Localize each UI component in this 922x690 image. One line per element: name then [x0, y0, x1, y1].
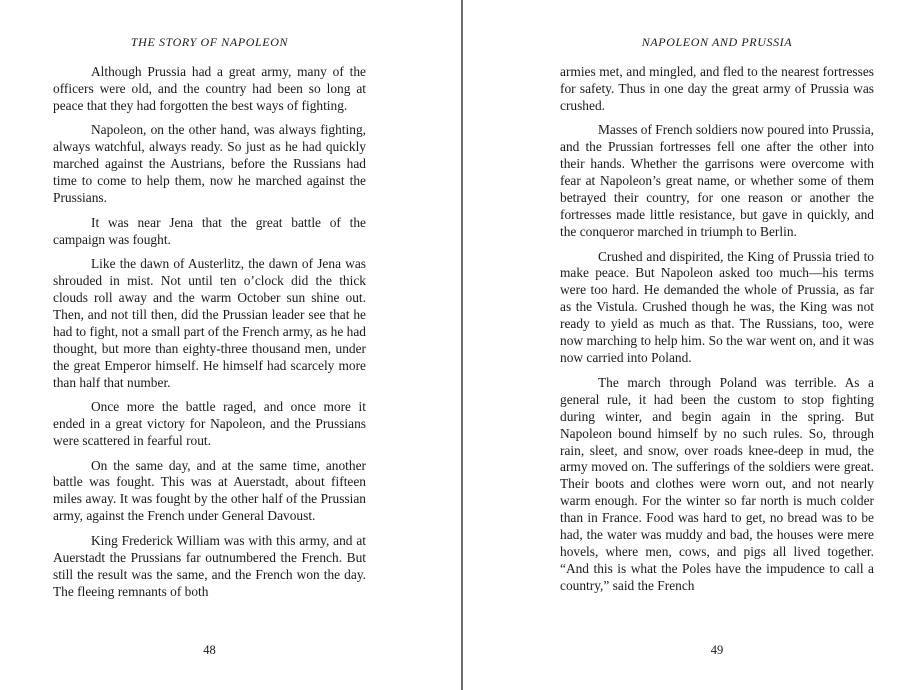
- paragraph: Once more the battle raged, and once more it ended in a great victory for Napoleon, and the Prussians were scattered in fearful rout.: [53, 399, 366, 449]
- page-gutter-divider: [461, 0, 463, 690]
- paragraph: It was near Jena that the great battle of the campaign was fought.: [53, 214, 366, 247]
- paragraph: Crushed and dispirited, the King of Prussia tried to make peace. But Napoleon asked too much—his terms were too hard. He demanded the whole of Prussia, as far as the Vistula. Crushed though he was, the King was not ready to yield as much as that. The Russians, too, were now marching to help him. So the war went on, and it was now carried into Poland.: [560, 248, 874, 366]
- paragraph: Masses of French soldiers now poured into Prussia, and the Prussian fortresses fell one after the other into their hands. Whether the garrisons were overcome with fear at Napoleon’s great name, or whether some of them betrayed their country, for one reason or another the fortresses made little resistance, but gave in quickly, and the conqueror marched in triumph to Berlin.: [560, 122, 874, 240]
- paragraph: The march through Poland was terrible. As a general rule, it had been the custom to stop fighting during winter, and begin again in the spring. But Napoleon bound himself by no such rules. So, through rain, sleet, and snow, over roads knee-deep in mud, the army moved on. The sufferings of the soldiers were great. Their boots and clothes were worn out, and not nearly warm enough. For the winter so far north is much colder than in France. Food was hard to get, no bread was to be had, the water was muddy and bad, the houses were mere hovels, where men, cows, and pigs all lived together. “And this is what the Poles have the impudence to call a country,” said the French: [560, 374, 874, 594]
- paragraph: King Frederick William was with this army, and at Auerstadt the Prussians far outnumbered the French. But still the result was the same, and the French won the day. The fleeing remnants of both: [53, 532, 366, 599]
- right-running-head: NAPOLEON AND PRUSSIA: [641, 35, 793, 49]
- left-page: [53, 0, 366, 690]
- paragraph: On the same day, and at the same time, another battle was fought. This was at Auerstadt, about fifteen miles away. It was fought by the other half of the Prussian army, against the French under General Davoust.: [53, 457, 366, 524]
- right-body-text: [560, 64, 874, 603]
- left-page-number: 48: [203, 643, 216, 657]
- right-page: [560, 0, 874, 690]
- left-running-head: THE STORY OF NAPOLEON: [130, 35, 289, 49]
- right-page-number: 49: [710, 643, 724, 657]
- paragraph: Napoleon, on the other hand, was always fighting, always watchful, always ready. So just as he had quickly marched against the Austrians, before the Russians had time to come to help them, now he marched against the Prussians.: [53, 122, 366, 206]
- left-body-text: [53, 64, 366, 608]
- paragraph-continued: armies met, and mingled, and fled to the nearest fortresses for safety. Thus in one day the great army of Prussia was crushed.: [560, 64, 874, 113]
- paragraph: Like the dawn of Austerlitz, the dawn of Jena was shrouded in mist. Not until ten o’clock did the thick clouds roll away and the warm October sun shine out. Then, and not till then, did the Prussian leader see that he had to fight, not a small part of the French army, as he had thought, but more than eighty-three thousand men, under the great Emperor himself. He himself had scarcely more than half that number.: [53, 256, 366, 390]
- paragraph: Although Prussia had a great army, many of the officers were old, and the country had been so long at peace that they had forgotten the best ways of fighting.: [53, 64, 366, 113]
